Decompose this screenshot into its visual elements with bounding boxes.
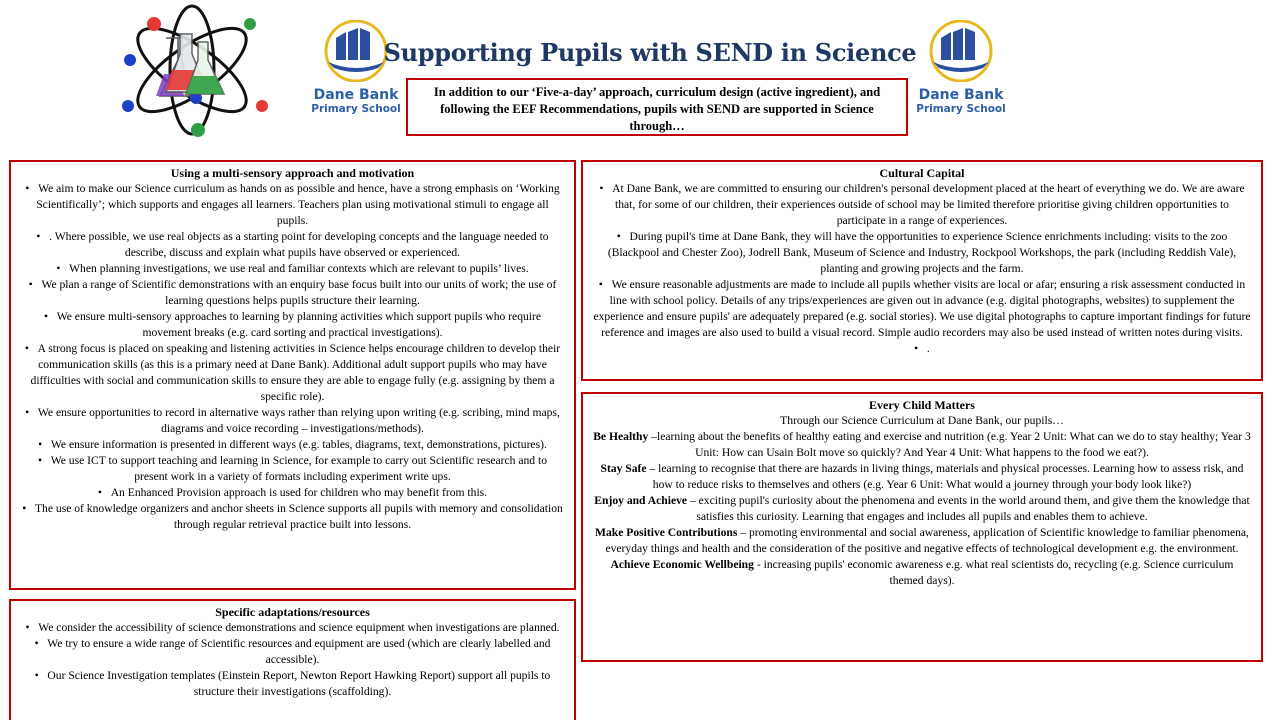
school-logo-left (310, 20, 402, 115)
science-atom-icon (120, 2, 270, 140)
list-item: • We ensure information is presented in different ways (e.g. tables, diagrams, text, demonstrations, pictures). (21, 437, 564, 453)
ecm-term: Stay Safe (600, 462, 647, 475)
adaptations-section (9, 599, 576, 720)
school-subtitle: Primary School (311, 103, 401, 115)
list-item: • We use ICT to support teaching and learning in Science, for example to carry out Scientific research and to present work in a variety of formats including experiment write ups. (21, 453, 564, 485)
ecm-term: Enjoy and Achieve (594, 494, 688, 507)
list-item: • At Dane Bank, we are committed to ensuring our children's personal development placed at the heart of everything we do. We are aware that, for some of our children, their experiences outside of school may be limited therefore prioritise giving children opportunities to participate in a range of experiences. (593, 181, 1251, 229)
list-item: • We consider the accessibility of science demonstrations and science equipment when investigations are planned. (21, 620, 564, 636)
list-item: • A strong focus is placed on speaking and listening activities in Science helps encourage children to develop their communication skills (as this is a primary need at Dane Bank). Additional adult support pupils who may have difficulties with social and communication skills to ensure they are able to engage fully (e.g. assigning by them a specific role). (21, 341, 564, 405)
ship-crest-icon (915, 20, 1007, 82)
ecm-text: - increasing pupils' economic awareness e.g. what real scientists do, recycling (e.g. Science curriculum themed days). (753, 558, 1234, 587)
section-heading: Cultural Capital (879, 166, 965, 180)
list-item: • The use of knowledge organizers and anchor sheets in Science supports all pupils with memory and consolidation through regular retrieval practice built into lessons. (21, 501, 564, 533)
list-item: • When planning investigations, we use real and familiar contexts which are relevant to pupils’ lives. (21, 261, 564, 277)
ecm-text: – promoting environmental and social awareness, application of Scientific knowledge to familiar phenomena, everyday things and health and the consideration of the positive and negative effects of technological development e.g. the environment. (605, 526, 1249, 555)
intro-box: In addition to our ‘Five-a-day’ approach, curriculum design (active ingredient), and following the EEF Recommendations, pupils with SEND are supported in Science through… (406, 78, 908, 136)
ecm-item (583, 493, 1261, 525)
list-item: • An Enhanced Provision approach is used for children who may benefit from this. (21, 485, 564, 501)
list-item: • We try to ensure a wide range of Scientific resources and equipment are used (which are clearly labelled and accessible). (21, 636, 564, 668)
ecm-term: Achieve Economic Wellbeing (610, 558, 754, 571)
school-name: Dane Bank (918, 87, 1004, 103)
ecm-item (583, 557, 1261, 589)
list-item: • We ensure multi-sensory approaches to learning by planning activities which support pupils who require movement breaks (e.g. card sorting and practical investigations). (21, 309, 564, 341)
section-heading: Using a multi-sensory approach and motivation (170, 166, 415, 180)
ecm-item (583, 461, 1261, 493)
ecm-term: Make Positive Contributions (595, 526, 738, 539)
section-heading: Specific adaptations/resources (215, 605, 370, 619)
ecm-text: –learning about the benefits of healthy eating and exercise and nutrition (e.g. Year 2 Unit: What can we do to stay healthy; Year 3 Unit: How can Usain Bolt move so quickly? And Year 4 Unit: What happens to the food we eat?). (648, 430, 1251, 459)
ecm-text: – learning to recognise that there are hazards in living things, materials and physical processes. Learning how to assess risk, and how to reduce risks to themselves and others (e.g. Year 6 Unit: What would a journey through your body look like?) (646, 462, 1244, 491)
multisensory-list (11, 181, 574, 533)
section-heading: Every Child Matters (869, 398, 975, 412)
adaptations-list (11, 620, 574, 700)
multisensory-section (9, 160, 576, 590)
cultural-list (583, 181, 1261, 357)
school-logo-right (915, 20, 1007, 115)
ecm-term: Be Healthy (593, 430, 649, 443)
list-item: • We ensure opportunities to record in alternative ways rather than relying upon writing (e.g. scribing, mind maps, diagrams and voice recording – investigations/methods). (21, 405, 564, 437)
list-item: • During pupil's time at Dane Bank, they will have the opportunities to experience Science enrichments including: visits to the zoo (Blackpool and Chester Zoo), Jodrell Bank, Museum of Science and Industry, Rockpool Workshops, the park (including Reddish Vale), planting and growing projects and the farm. (593, 229, 1251, 277)
section-intro: Through our Science Curriculum at Dane Bank, our pupils… (780, 414, 1064, 427)
list-item: • We ensure reasonable adjustments are made to include all pupils whether visits are local or afar; ensuring a risk assessment conducted in line with school policy. Details of any trips/experiences are given out in advance (e.g. digital photographs, websites) to supplement the experience and ensure pupils' are adequately prepared (e.g. social stories). We use digital photographs to capture important findings for future reference and images are also used to build a visual record. Simple audio recorders may also be used instead of written notes during visits. (593, 277, 1251, 341)
cultural-capital-section (581, 160, 1263, 381)
page-title: Supporting Pupils with SEND in Science (383, 38, 917, 67)
ecm-text: – exciting pupil's curiosity about the phenomena and events in the world around them, and give them the knowledge that satisfies this curiosity. Learning that engages and includes all pupils and enables them to achieve. (687, 494, 1250, 523)
list-item: • We aim to make our Science curriculum as hands on as possible and hence, have a strong emphasis on ‘Working Scientifically’; which supports and engages all learners. Teachers plan using motivational stimuli to engage all pupils. (21, 181, 564, 229)
list-item: • . (593, 341, 1251, 357)
every-child-matters-section (581, 392, 1263, 662)
list-item: • We plan a range of Scientific demonstrations with an enquiry base focus built into our units of work; the use of learning questions helps pupils structure their learning. (21, 277, 564, 309)
school-name: Dane Bank (313, 87, 399, 103)
school-subtitle: Primary School (916, 103, 1006, 115)
ecm-item (583, 525, 1261, 557)
list-item: • Our Science Investigation templates (Einstein Report, Newton Report Hawking Report) support all pupils to structure their investigations (scaffolding). (21, 668, 564, 700)
ecm-item (583, 429, 1261, 461)
list-item: • . Where possible, we use real objects as a starting point for developing concepts and the language needed to describe, discuss and explain what pupils have observed or experienced. (21, 229, 564, 261)
